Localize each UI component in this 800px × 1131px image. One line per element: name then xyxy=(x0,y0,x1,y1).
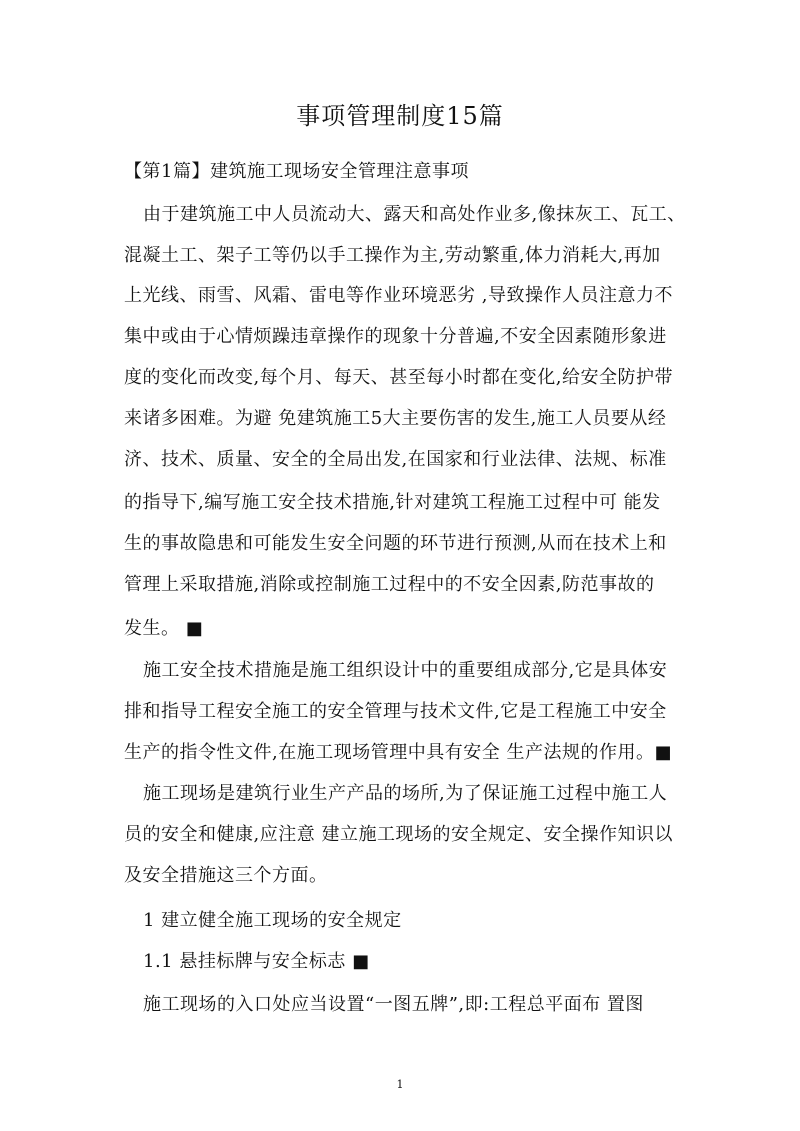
page-number: 1 xyxy=(396,1078,404,1091)
paragraph-line: 生产的指令性文件,在施工现场管理中具有安全 生产法规的作用。■ xyxy=(124,742,672,763)
paragraph-line: 及安全措施这三个方面。 xyxy=(124,865,328,886)
paragraph-line: 施工安全技术措施是施工组织设计中的重要组成部分,它是具体安 xyxy=(143,660,668,681)
paragraph-line: 的指导下,编写施工安全技术措施,针对建筑工程施工过程中可 能发 xyxy=(124,492,661,513)
paragraph-line: 施工现场的入口处应当设置“一图五牌”,即:工程总平面布 置图 xyxy=(143,994,644,1015)
document-title: 事项管理制度15篇 xyxy=(296,102,504,130)
subsection-heading: 1.1 悬挂标牌与安全标志 ■ xyxy=(143,951,370,972)
section-heading: 【第1篇】建筑施工现场安全管理注意事项 xyxy=(124,161,469,182)
paragraph-line: 由于建筑施工中人员流动大、露天和高处作业多,像抹灰工、瓦工、 xyxy=(143,204,686,225)
paragraph-line: 管理上采取措施,消除或控制施工过程中的不安全因素,防范事故的 xyxy=(124,574,655,595)
paragraph-line: 度的变化而改变,每个月、每天、甚至每小时都在变化,给安全防护带 xyxy=(124,367,673,388)
paragraph-line: 济、技术、质量、安全的全局出发,在国家和行业法律、法规、标准 xyxy=(124,449,667,470)
paragraph-line: 员的安全和健康,应注意 建立施工现场的安全规定、安全操作知识以 xyxy=(124,824,673,845)
paragraph-line: 集中或由于心情烦躁违章操作的现象十分普遍,不安全因素随形象进 xyxy=(124,326,667,347)
subsection-heading: 1 建立健全施工现场的安全规定 xyxy=(143,910,402,931)
paragraph-line: 发生。 ■ xyxy=(124,618,204,639)
paragraph-line: 来诸多困难。为避 免建筑施工5大主要伤害的发生,施工人员要从经 xyxy=(124,408,667,429)
paragraph-line: 上光线、雨雪、风霜、雷电等作业环境恶劣 ,导致操作人员注意力不 xyxy=(124,285,673,306)
paragraph-line: 生的事故隐患和可能发生安全问题的环节进行预测,从而在技术上和 xyxy=(124,533,667,554)
paragraph-line: 混凝土工、架子工等仍以手工操作为主,劳动繁重,体力消耗大,再加 xyxy=(124,245,661,266)
paragraph-line: 施工现场是建筑行业生产产品的场所,为了保证施工过程中施工人 xyxy=(143,783,668,804)
paragraph-line: 排和指导工程安全施工的安全管理与技术文件,它是工程施工中安全 xyxy=(124,701,667,722)
